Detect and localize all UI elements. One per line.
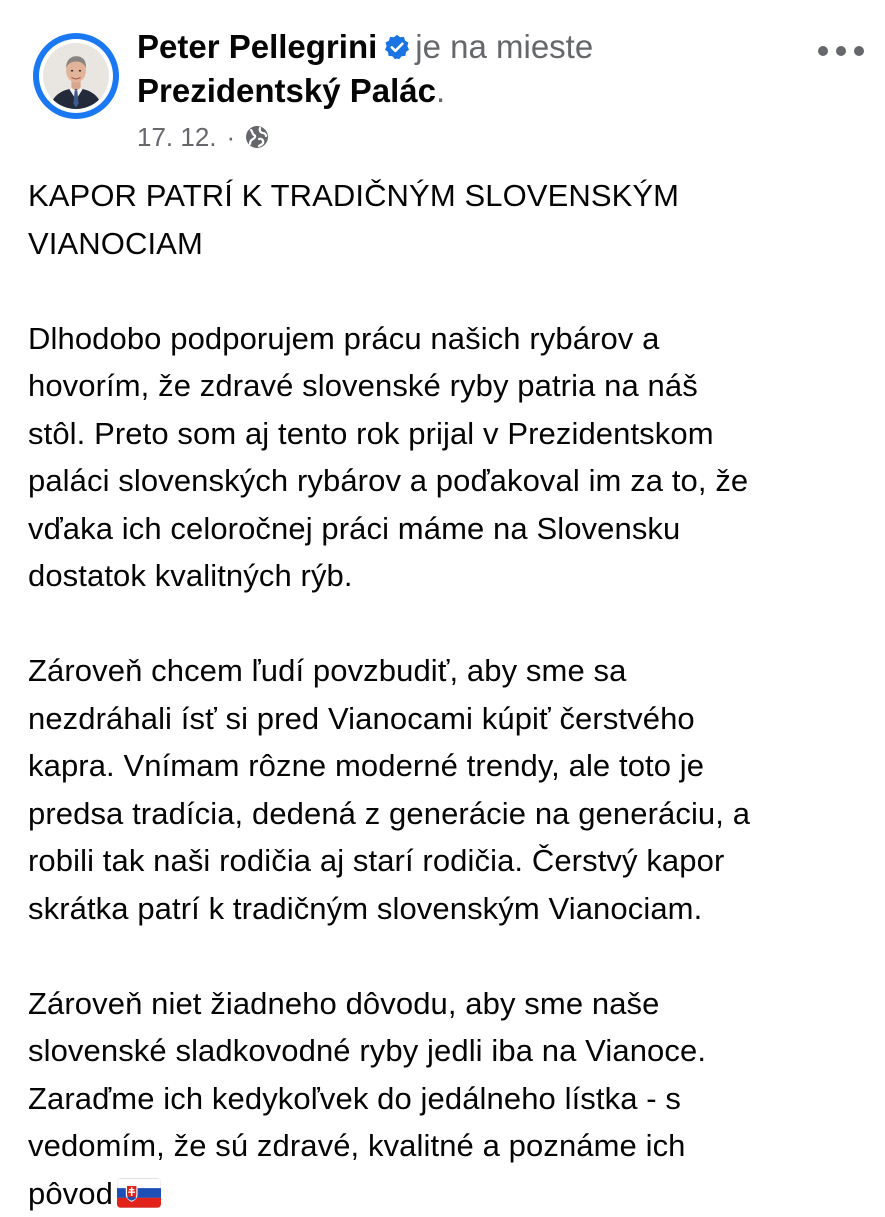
location-line: [137, 70, 445, 112]
text-line: Zároveň chcem ľudí povzbudiť, aby sme sa: [28, 647, 868, 695]
profile-photo: [43, 43, 109, 109]
post-paragraph-1: [28, 315, 868, 600]
text-line: nezdráhali ísť si pred Vianocami kúpiť čerstvého: [28, 695, 868, 743]
verified-badge-icon: [383, 33, 411, 61]
location-name[interactable]: Prezidentský Palác: [137, 72, 436, 109]
slovakia-flag-emoji: [117, 1178, 161, 1208]
post-headline: [28, 172, 868, 267]
text-line: VIANOCIAM: [28, 220, 868, 268]
avatar[interactable]: [33, 33, 119, 119]
text-line: slovenské sladkovodné ryby jedli iba na Vianoce.: [28, 1027, 868, 1075]
post-paragraph-3: [28, 980, 868, 1217]
post-date[interactable]: 17. 12.: [137, 122, 217, 152]
meta-separator: ·: [227, 122, 236, 152]
text-line: Dlhodobo podporujem prácu našich rybárov a: [28, 315, 868, 363]
text-line: hovorím, že zdravé slovenské ryby patria na náš: [28, 362, 868, 410]
text-line: pôvod: [28, 1176, 113, 1211]
text-line: Zaraďme ich kedykoľvek do jedálneho lístka - s: [28, 1075, 868, 1123]
text-line: paláci slovenských rybárov a poďakoval im za to, že: [28, 457, 868, 505]
text-line: stôl. Preto som aj tento rok prijal v Prezidentskom: [28, 410, 868, 458]
text-line: KAPOR PATRÍ K TRADIČNÝM SLOVENSKÝM: [28, 172, 868, 220]
post-text: [28, 172, 868, 1217]
author-name[interactable]: Peter Pellegrini: [137, 28, 377, 65]
post-meta: [137, 120, 269, 154]
post-paragraph-2: [28, 647, 868, 932]
location-prefix: je na mieste: [415, 28, 593, 65]
text-line: vedomím, že sú zdravé, kvalitné a poznáme ich: [28, 1122, 868, 1170]
more-options-icon: [818, 46, 828, 56]
text-line: skrátka patrí k tradičným slovenským Vianociam.: [28, 885, 868, 933]
text-line: kapra. Vnímam rôzne moderné trendy, ale toto je: [28, 742, 868, 790]
text-line: predsa tradícia, dedená z generácie na generáciu, a: [28, 790, 868, 838]
more-options-button[interactable]: [818, 34, 864, 68]
location-suffix: .: [436, 72, 445, 109]
text-line: Zároveň niet žiadneho dôvodu, aby sme naše: [28, 980, 868, 1028]
globe-icon[interactable]: [245, 125, 269, 149]
author-line: [137, 26, 593, 68]
text-line: dostatok kvalitných rýb.: [28, 552, 868, 600]
text-line: robili tak naši rodičia aj starí rodičia. Čerstvý kapor: [28, 837, 868, 885]
text-line: vďaka ich celoročnej práci máme na Slovensku: [28, 505, 868, 553]
